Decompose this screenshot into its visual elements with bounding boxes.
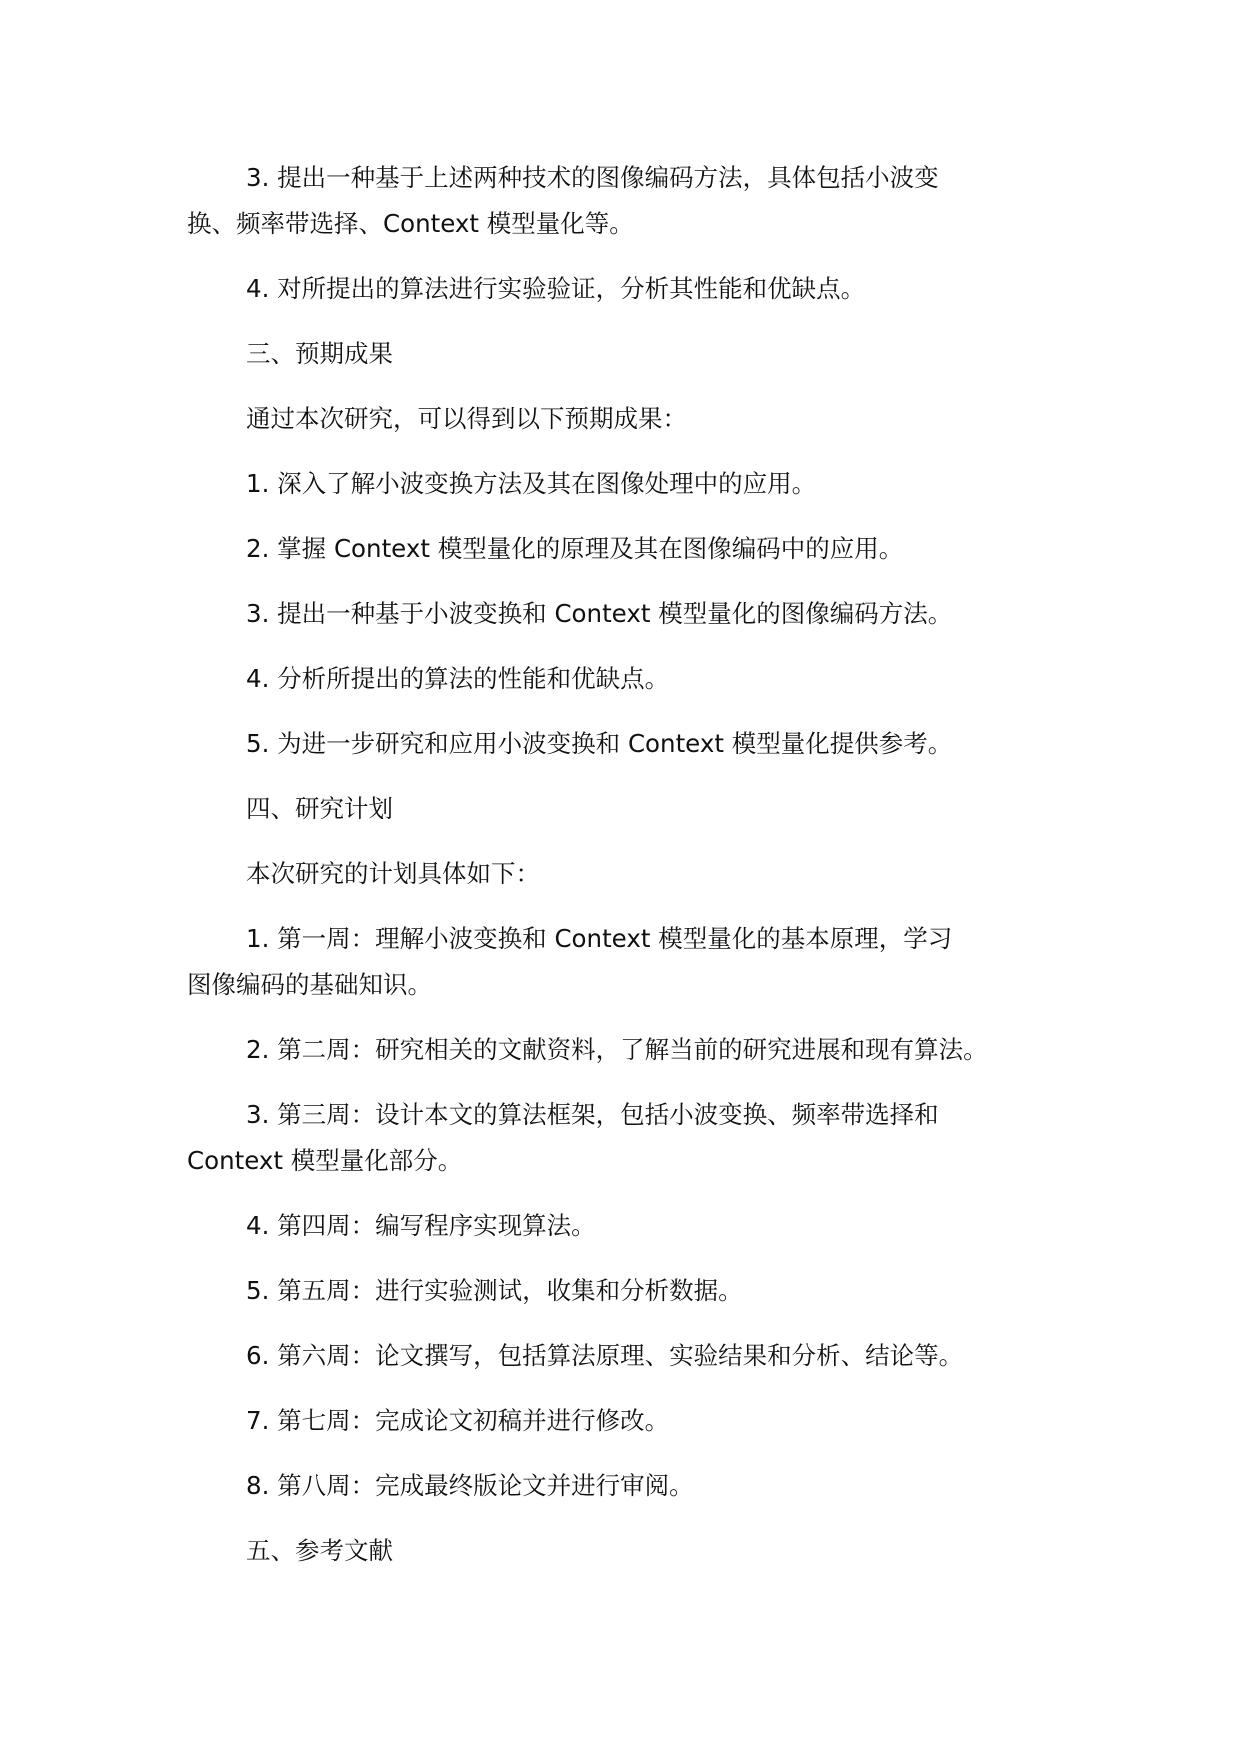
paragraph-objective-3: 3. 提出一种基于上述两种技术的图像编码方法，具体包括小波变换、频率带选择、Context 模型量化等。 (187, 163, 939, 238)
paragraph-plan-intro: 本次研究的计划具体如下： (246, 859, 540, 888)
section-heading-research-plan: 四、研究计划 (246, 794, 393, 823)
paragraph-plan-week-3: 3. 第三周：设计本文的算法框架，包括小波变换、频率带选择和 Context 模型量化部分。 (187, 1100, 939, 1175)
paragraph-plan-week-4: 4. 第四周：编写程序实现算法。 (246, 1211, 596, 1240)
paragraph-plan-week-8: 8. 第八周：完成最终版论文并进行审阅。 (246, 1471, 694, 1500)
section-heading-references: 五、参考文献 (246, 1536, 393, 1565)
paragraph-plan-week-6: 6. 第六周：论文撰写，包括算法原理、实验结果和分析、结论等。 (246, 1341, 964, 1370)
paragraph-result-4: 4. 分析所提出的算法的性能和优缺点。 (246, 664, 670, 693)
paragraph-plan-week-1: 1. 第一周：理解小波变换和 Context 模型量化的基本原理，学习图像编码的基础知识。 (187, 924, 953, 999)
document-body (187, 155, 1087, 1593)
paragraph-result-5: 5. 为进一步研究和应用小波变换和 Context 模型量化提供参考。 (246, 729, 953, 758)
section-heading-expected-results: 三、预期成果 (246, 339, 393, 368)
paragraph-results-intro: 通过本次研究，可以得到以下预期成果： (246, 404, 687, 433)
paragraph-result-1: 1. 深入了解小波变换方法及其在图像处理中的应用。 (246, 469, 817, 498)
paragraph-plan-week-5: 5. 第五周：进行实验测试，收集和分析数据。 (246, 1276, 743, 1305)
paragraph-result-2: 2. 掌握 Context 模型量化的原理及其在图像编码中的应用。 (246, 534, 904, 563)
paragraph-plan-week-2: 2. 第二周：研究相关的文献资料，了解当前的研究进展和现有算法。 (246, 1035, 988, 1064)
paragraph-objective-4: 4. 对所提出的算法进行实验验证，分析其性能和优缺点。 (246, 274, 866, 303)
paragraph-result-3: 3. 提出一种基于小波变换和 Context 模型量化的图像编码方法。 (246, 599, 953, 628)
paragraph-plan-week-7: 7. 第七周：完成论文初稿并进行修改。 (246, 1406, 670, 1435)
